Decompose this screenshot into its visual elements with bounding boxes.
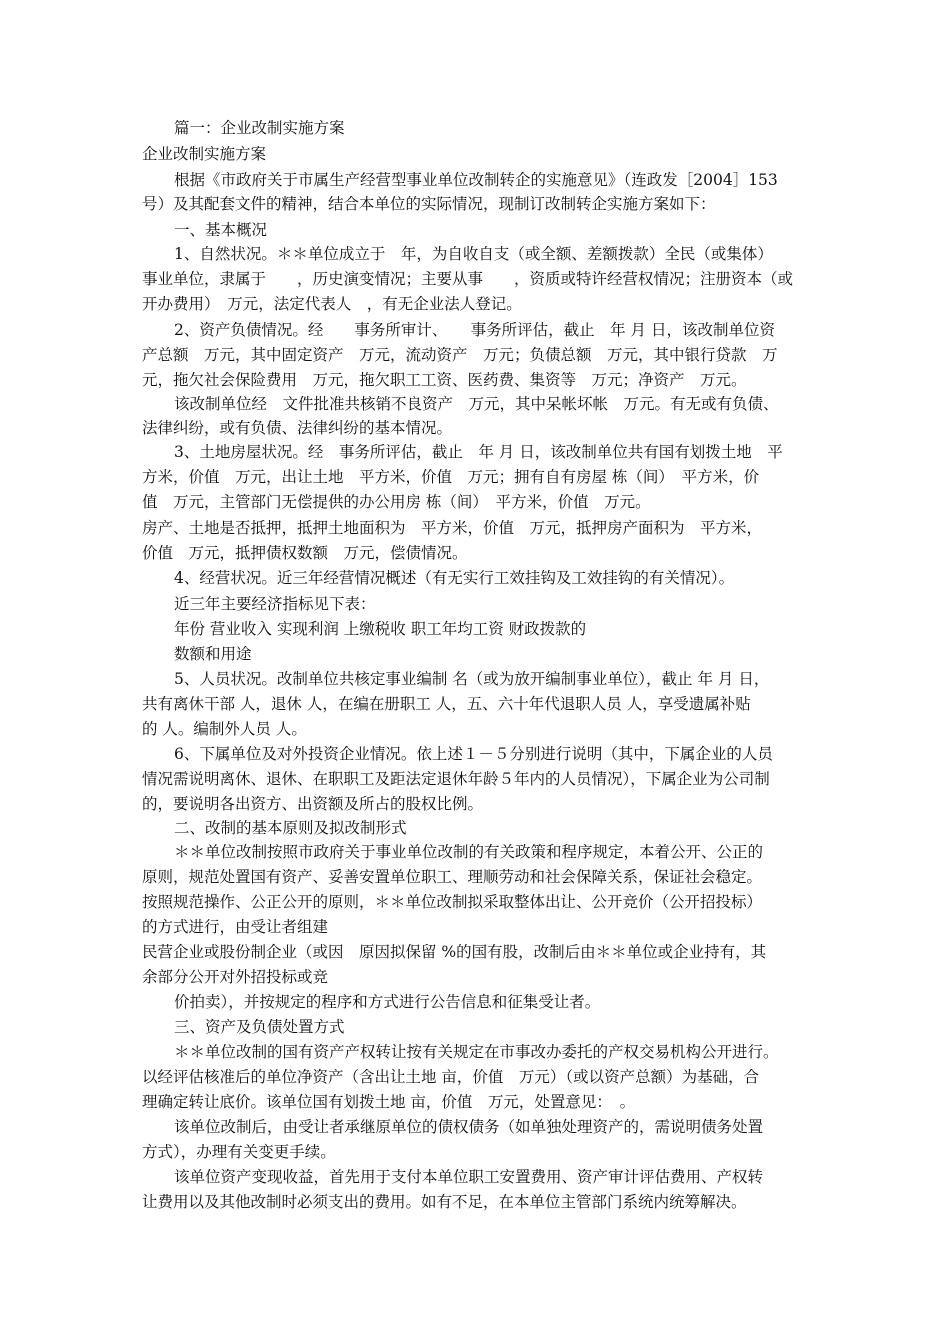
text-line: 方米，价值 万元，出让土地 平方米，价值 万元；拥有自有房屋 栋（间） 平方米，价 (142, 468, 760, 486)
text-line: 房产、土地是否抵押，抵押土地面积为 平方米，价值 万元，抵押房产面积为 平方米， (142, 519, 763, 537)
text-line: 理确定转让底价。该单位国有划拨土地 亩，价值 万元，处置意见： 。 (142, 1093, 636, 1111)
text-line: 元，拖欠社会保险费用 万元，拖欠职工工资、医药费、集资等 万元；净资产 万元。 (142, 371, 747, 389)
text-line: 5、人员状况。改制单位共核定事业编制 名（或为放开编制事业单位），截止 年 月 日， (174, 670, 770, 688)
text-line: 按照规范操作、公正公开的原则，＊＊单位改制拟采取整体出让、公开竞价（公开招投标） (142, 893, 763, 911)
text-line: 4、经营状况。近三年经营情况概述（有无实行工效挂钩及工效挂钩的有关情况）。 (174, 569, 735, 587)
text-line: 1、自然状况。＊＊单位成立于 年，为自收自支（或全额、差额拨款）全民（或集体） (174, 245, 773, 263)
text-line: 价值 万元，抵押债权数额 万元，偿债情况。 (142, 544, 468, 562)
text-line: ＊＊单位改制按照市政府关于事业单位改制的有关政策和程序规定，本着公开、公正的 (174, 843, 764, 861)
text-line: 该单位资产变现收益，首先用于支付本单位职工安置费用、资产审计评估费用、产权转 (174, 1168, 764, 1186)
text-line: 该单位改制后，由受让者承继原单位的债权债务（如单独处理资产的，需说明债务处置 (174, 1118, 764, 1136)
text-line: 值 万元，主管部门无偿提供的办公用房 栋（间） 平方米，价值 万元。 (142, 493, 651, 511)
text-line: ＊＊单位改制的国有资产产权转让按有关规定在市事改办委托的产权交易机构公开进行。 (174, 1043, 779, 1061)
text-line: 近三年主要经济指标见下表： (174, 595, 376, 613)
text-line: 号）及其配套文件的精神，结合本单位的实际情况，现制订改制转企实施方案如下： (142, 195, 716, 213)
table-header-row: 数额和用途 (174, 645, 252, 663)
text-line: 原则，规范处置国有资产、妥善安置单位职工、理顺劳动和社会保障关系，保证社会稳定。 (142, 868, 763, 886)
text-line: 3、土地房屋状况。经 事务所评估，截止 年 月 日，该改制单位共有国有划拨土地 平 (174, 443, 783, 461)
text-line: 根据《市政府关于市属生产经营型事业单位改制转企的实施意见》（连政发［2004］153 (174, 171, 778, 189)
text-line: 共有离休干部 人，退休 人，在编在册职工 人，五、六十年代退职人员 人，享受遗属补贴 (142, 695, 751, 713)
text-line: 2、资产负债情况。经 事务所审计、 事务所评估，截止 年 月 日，该改制单位资 (174, 321, 775, 339)
text-line: 开办费用） 万元，法定代表人 ，有无企业法人登记。 (142, 295, 522, 313)
document-header: 篇一：企业改制实施方案 (174, 119, 345, 137)
text-line: 的方式进行，由受让者组建 (142, 918, 329, 936)
text-line: 价拍卖），并按规定的程序和方式进行公告信息和征集受让者。 (174, 993, 601, 1011)
text-line: 法律纠纷，或有负债、法律纠纷的基本情况。 (142, 419, 453, 437)
text-line: 以经评估核准后的单位净资产（含出让土地 亩，价值 万元）（或以资产总额）为基础，合 (142, 1068, 760, 1086)
text-line: 事业单位，隶属于 ，历史演变情况；主要从事 ，资质或特许经营权情况；注册资本（或 (142, 270, 794, 288)
section-heading: 二、改制的基本原则及拟改制形式 (174, 819, 407, 837)
text-line: 方式），办理有关变更手续。 (142, 1143, 336, 1161)
text-line: 余部分公开对外招投标或竞 (142, 968, 329, 986)
document-title: 企业改制实施方案 (142, 145, 267, 163)
text-line: 情况需说明离休、退休、在职职工及距法定退休年龄５年内的人员情况），下属企业为公司制 (142, 770, 770, 788)
text-line: 的 人。编制外人员 人。 (142, 720, 307, 738)
text-line: 民营企业或股份制企业（或因 原因拟保留 %的国有股，改制后由＊＊单位或企业持有，其 (142, 943, 767, 961)
table-header-row: 年份 营业收入 实现利润 上缴税收 职工年均工资 财政拨款的 (174, 620, 587, 638)
section-heading: 三、资产及负债处置方式 (174, 1018, 345, 1036)
text-line: 的，要说明各出资方、出资额及所占的股权比例。 (142, 795, 484, 813)
text-line: 6、下属单位及对外投资企业情况。依上述１－５分别进行说明（其中，下属企业的人员 (174, 745, 773, 763)
text-line: 该改制单位经 文件批准共核销不良资产 万元，其中呆帐坏帐 万元。有无或有负债、 (174, 395, 779, 413)
text-line: 产总额 万元，其中固定资产 万元，流动资产 万元；负债总额 万元，其中银行贷款 万 (142, 346, 778, 364)
text-line: 让费用以及其他改制时必须支出的费用。如有不足，在本单位主管部门系统内统筹解决。 (142, 1193, 747, 1211)
section-heading: 一、基本概况 (174, 221, 268, 239)
